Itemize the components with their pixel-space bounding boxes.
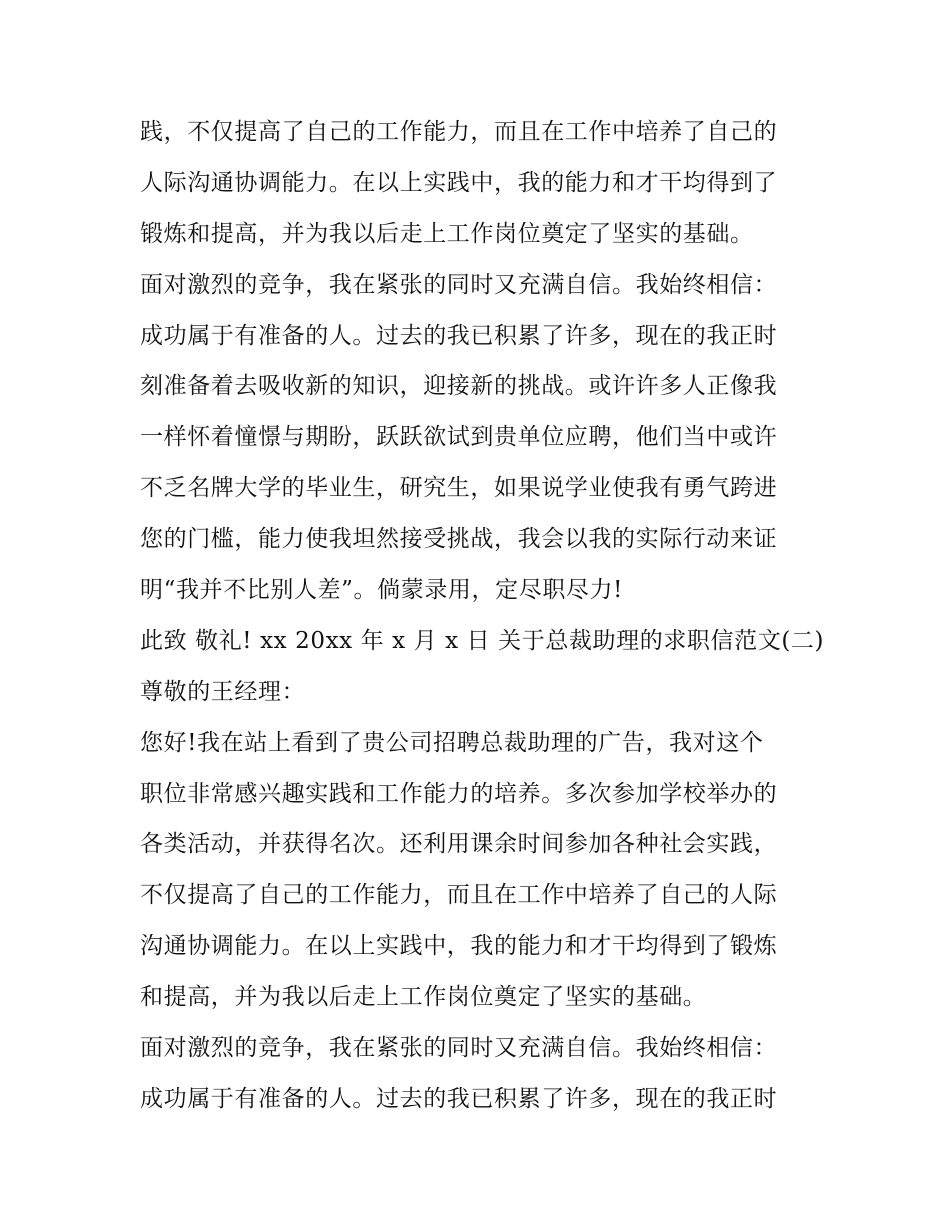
text-line-7: 一样怀着憧憬与期盼，跃跃欲试到贵单位应聘，他们当中或许 xyxy=(140,424,778,451)
text-line-2: 人际沟通协调能力。在以上实践中，我的能力和才干均得到了 xyxy=(140,169,778,196)
letter-body xyxy=(140,107,825,1125)
text-line-8: 不乏名牌大学的毕业生，研究生，如果说学业使我有勇气跨进 xyxy=(140,475,778,502)
text-line-18: 和提高，并为我以后走上工作岗位奠定了坚实的基础。 xyxy=(140,984,707,1011)
text-line-1: 践，不仅提高了自己的工作能力，而且在工作中培养了自己的 xyxy=(140,119,778,145)
text-line-16: 不仅提高了自己的工作能力，而且在工作中培养了自己的人际 xyxy=(140,882,778,909)
text-line-9: 您的门槛，能力使我坦然接受挑战，我会以我的实际行动来证 xyxy=(140,526,778,553)
text-line-6: 刻准备着去吸收新的知识，迎接新的挑战。或许许多人正像我 xyxy=(140,373,778,400)
text-line-5: 成功属于有准备的人。过去的我已积累了许多，现在的我正时 xyxy=(140,322,778,349)
text-line-19: 面对激烈的竞争，我在紧张的同时又充满自信。我始终相信： xyxy=(140,1035,778,1062)
text-line-3: 锻炼和提高，并为我以后走上工作岗位奠定了坚实的基础。 xyxy=(140,220,754,247)
text-line-4: 面对激烈的竞争，我在紧张的同时又充满自信。我始终相信： xyxy=(140,271,778,298)
text-line-15: 各类活动，并获得名次。还利用课余时间参加各种社会实践， xyxy=(140,831,778,858)
salutation-line: 尊敬的王经理： xyxy=(140,678,306,705)
text-line-20: 成功属于有准备的人。过去的我已积累了许多，现在的我正时 xyxy=(140,1085,778,1112)
text-line-17: 沟通协调能力。在以上实践中，我的能力和才干均得到了锻炼 xyxy=(140,933,778,960)
text-line-10: 明“我并不比别人差”。倘蒙录用，定尽职尽力! xyxy=(140,577,623,604)
text-line-11: 此致 敬礼! xx 20xx 年 x 月 x 日 关于总裁助理的求职信范文(二) xyxy=(140,627,825,654)
text-line-14: 职位非常感兴趣实践和工作能力的培养。多次参加学校举办的 xyxy=(140,780,778,807)
text-line-13: 您好!我在站上看到了贵公司招聘总裁助理的广告，我对这个 xyxy=(140,729,764,756)
